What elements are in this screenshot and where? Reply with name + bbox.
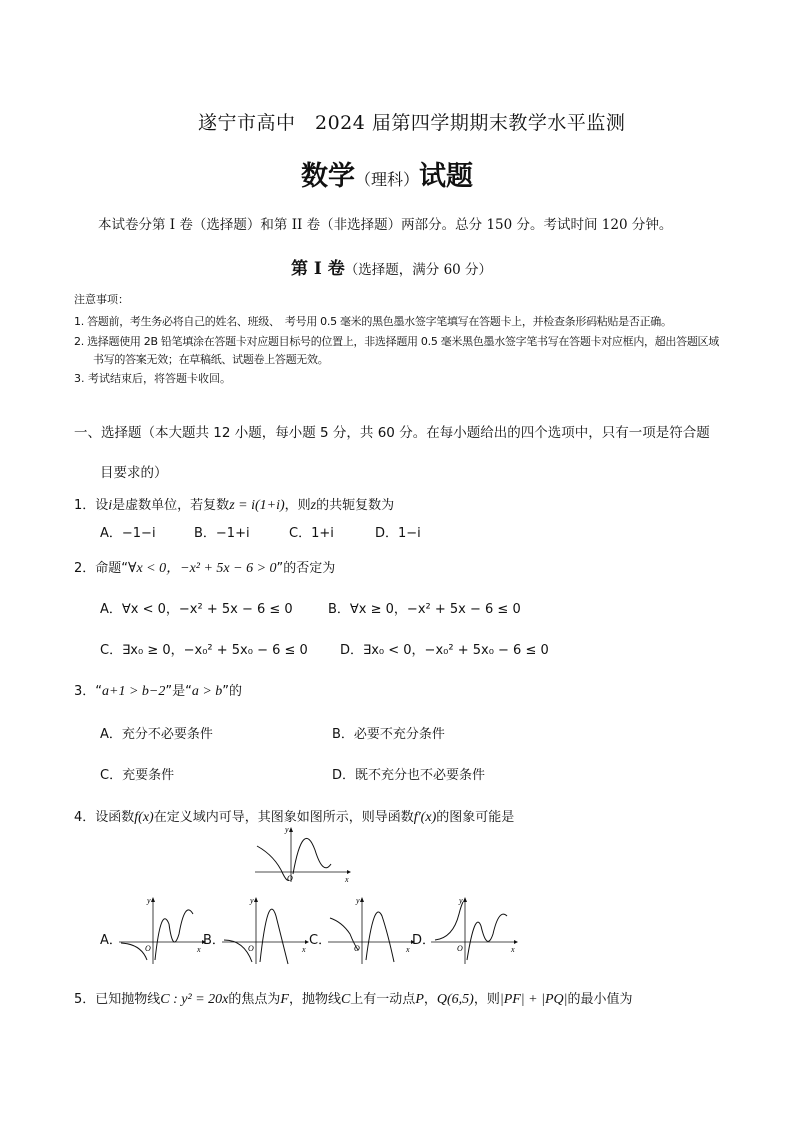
note-1: 1. 答题前，考生务必将自己的姓名、班级、 考号用 0.5 毫米的黑色墨水签字笔填写在答题卡上，并检查条形码粘贴是否正确。 bbox=[74, 315, 672, 328]
q4-a-axis-x: x bbox=[197, 945, 201, 954]
q4-b-origin: O bbox=[248, 944, 254, 953]
question-3: 3．“a+1 > b−2”是“a > b”的 bbox=[74, 684, 243, 699]
q4-option-c-graph bbox=[326, 894, 416, 966]
q4-main-graph bbox=[253, 824, 353, 884]
q2-option-b: B．∀x ≥ 0，−x² + 5x − 6 ≤ 0 bbox=[328, 602, 521, 617]
q2-option-c: C．∃x₀ ≥ 0，−x₀² + 5x₀ − 6 ≤ 0 bbox=[100, 643, 308, 658]
q2-expression: ∀x < 0，−x² + 5x − 6 > 0 bbox=[128, 561, 277, 576]
question-2: 2．命题“∀x < 0，−x² + 5x − 6 > 0”的否定为 bbox=[74, 561, 336, 576]
q4-b-axis-x: x bbox=[302, 945, 306, 954]
q4-option-b-label: B． bbox=[203, 933, 225, 948]
q4-b-axis-y: y bbox=[250, 896, 254, 905]
q4-option-a-label: A． bbox=[100, 933, 122, 948]
q2-option-a: A．∀x < 0，−x² + 5x − 6 ≤ 0 bbox=[100, 602, 293, 617]
q3-option-b: B．必要不充分条件 bbox=[332, 727, 445, 742]
q3-option-d: D．既不充分也不必要条件 bbox=[332, 768, 486, 783]
subject-title bbox=[301, 154, 473, 193]
subject-tail: 试题 bbox=[419, 161, 474, 192]
exam-intro: 本试卷分第 I 卷（选择题）和第 II 卷（非选择题）两部分。总分 150 分。考试时间 120 分钟。 bbox=[98, 217, 673, 233]
section-title-main: 第 I 卷 bbox=[291, 259, 345, 279]
q4-d-axis-x: x bbox=[511, 945, 515, 954]
q4-option-c-label: C． bbox=[309, 933, 332, 948]
section-title-note: （选择题，满分 60 分） bbox=[344, 262, 493, 278]
q4-option-a-graph bbox=[117, 894, 207, 966]
q4-main-axis-x: x bbox=[345, 875, 349, 884]
question-5: 5．已知抛物线C : y² = 20x的焦点为F，抛物线C上有一动点P，Q(6,5)，则|PF| + |PQ|的最小值为 bbox=[74, 992, 633, 1007]
subject-main: 数学 bbox=[301, 161, 355, 192]
q4-option-d-graph bbox=[429, 894, 519, 966]
q1-option-c: C．1+i bbox=[289, 526, 334, 541]
q4-main-axis-y: y bbox=[285, 825, 289, 834]
q4-c-origin: O bbox=[354, 944, 360, 953]
section-title bbox=[291, 254, 492, 279]
q4-d-origin: O bbox=[457, 944, 463, 953]
question-1: 1．设i是虚数单位，若复数z = i(1+i)，则z的共轭复数为 bbox=[74, 498, 395, 513]
q1-option-b: B．−1+i bbox=[194, 526, 250, 541]
q1-expression: z = i(1+i) bbox=[229, 498, 285, 513]
q3-option-c: C．充要条件 bbox=[100, 768, 175, 783]
q1-option-a: A．−1−i bbox=[100, 526, 156, 541]
q2-option-d: D．∃x₀ < 0，−x₀² + 5x₀ − 6 ≤ 0 bbox=[340, 643, 549, 658]
q4-c-axis-y: y bbox=[356, 896, 360, 905]
q4-a-origin: O bbox=[145, 944, 151, 953]
exam-title: 遂宁市高中 2024 届第四学期期末教学水平监测 bbox=[198, 112, 626, 134]
question-4: 4．设函数f(x)在定义域内可导，其图象如图所示，则导函数f′(x)的图象可能是 bbox=[74, 810, 515, 825]
q4-option-b-graph bbox=[220, 894, 310, 966]
part1-heading-line1: 一、选择题（本大题共 12 小题，每小题 5 分，共 60 分。在每小题给出的四个选项中，只有一项是符合题 bbox=[74, 425, 710, 441]
note-2-cont: 书写的答案无效；在草稿纸、试题卷上答题无效。 bbox=[93, 353, 329, 366]
part1-heading-line2: 目要求的） bbox=[100, 465, 168, 481]
note-3: 3. 考试结束后，将答题卡收回。 bbox=[74, 372, 231, 385]
q1-option-d: D．1−i bbox=[375, 526, 421, 541]
notes-heading: 注意事项： bbox=[74, 293, 129, 306]
q4-main-origin: O bbox=[287, 874, 293, 883]
note-2: 2. 选择题使用 2B 铅笔填涂在答题卡对应题目标号的位置上，非选择题用 0.5 毫米黑色墨水签字笔书写在答题卡对应框内，超出答题区域 bbox=[74, 335, 719, 348]
q4-d-axis-y: y bbox=[459, 896, 463, 905]
q4-a-axis-y: y bbox=[147, 896, 151, 905]
subject-paren: （理科） bbox=[355, 170, 420, 189]
q3-option-a: A．充分不必要条件 bbox=[100, 727, 213, 742]
q4-c-axis-x: x bbox=[406, 945, 410, 954]
q4-option-d-label: D． bbox=[412, 933, 436, 948]
